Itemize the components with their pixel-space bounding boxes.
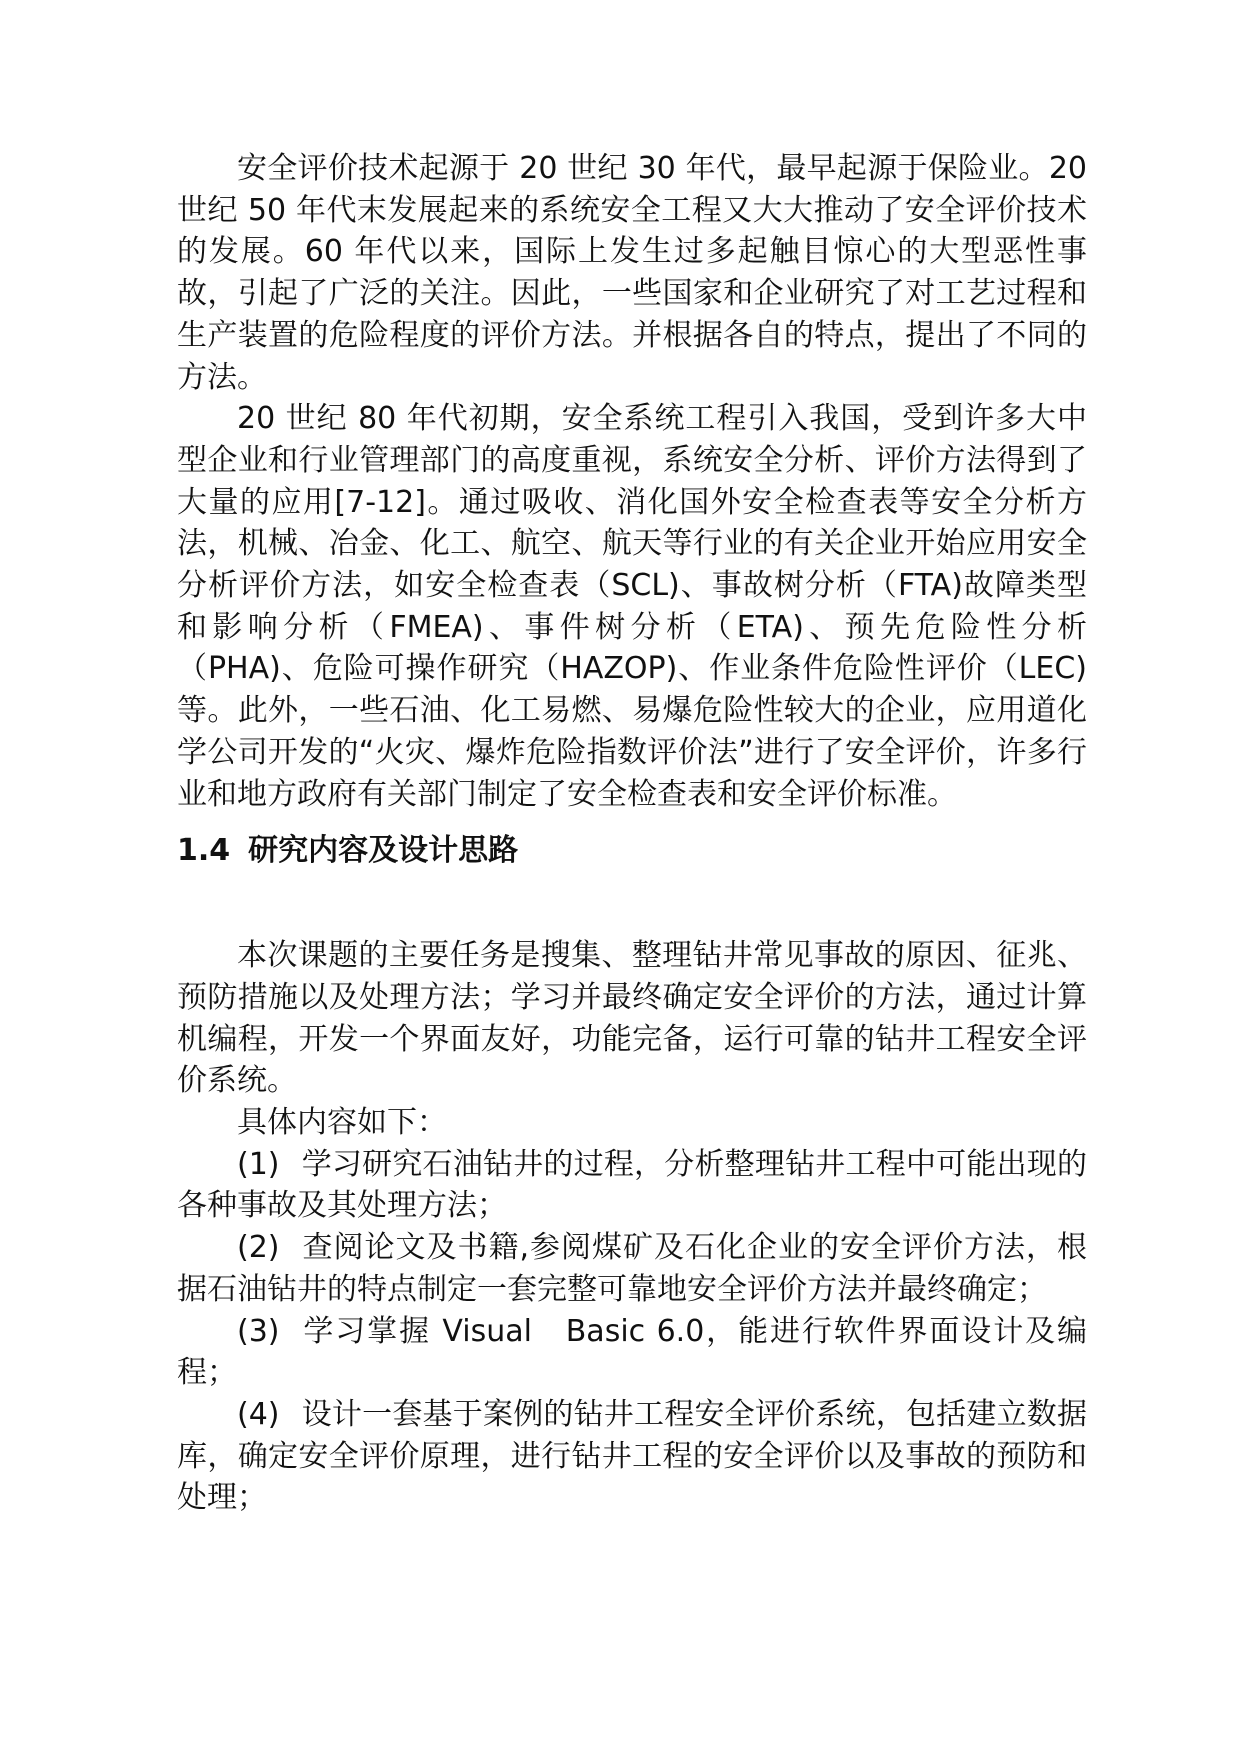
list-item — [177, 1227, 1087, 1310]
document-body — [177, 148, 1087, 1519]
list-marker: (2) — [237, 1230, 280, 1266]
section-heading — [177, 829, 1087, 935]
list-item-text: 学习研究石油钻井的过程，分析整理钻井工程中可能出现的各种事故及其处理方法； — [177, 1146, 1087, 1224]
list-item — [177, 1144, 1087, 1227]
list-item-text: 学习掌握 Visual Basic 6.0，能进行软件界面设计及编程； — [177, 1313, 1087, 1391]
list-marker: (3) — [237, 1313, 280, 1349]
list-item-text: 查阅论文及书籍,参阅煤矿及石化企业的安全评价方法，根据石油钻井的特点制定一套完整可靠地安全评价方法并最终确定； — [177, 1230, 1087, 1307]
paragraph-history-china: 20 世纪 80 年代初期，安全系统工程引入我国，受到许多大中型企业和行业管理部门的高度重视，系统安全分析、评价方法得到了大量的应用[7-12]。通过吸收、消化国外安全检查表等安全分析方法，机械、冶金、化工、航空、航天等行业的有关企业开始应用安全分析评价方法，如安全检查表（SCL)、事故树分析（FTA)故障类型和影响分析（FMEA)、事件树分析（ETA)、预先危险性分析（PHA)、危险可操作研究（HAZOP)、作业条件危险性评价（LEC)等。此外，一些石油、化工易燃、易爆危险性较大的企业，应用道化学公司开发的“火灾、爆炸危险指数评价法”进行了安全评价，许多行业和地方政府有关部门制定了安全检查表和安全评价标准。 — [177, 401, 1087, 812]
list-item-text: 设计一套基于案例的钻井工程安全评价系统，包括建立数据库，确定安全评价原理，进行钻井工程的安全评价以及事故的预防和处理； — [177, 1396, 1087, 1516]
section-number: 1.4 — [177, 833, 231, 869]
section-title: 研究内容及设计思路 — [248, 833, 519, 869]
list-marker: (4) — [237, 1396, 280, 1432]
paragraph-content-intro: 具体内容如下： — [237, 1105, 447, 1141]
paragraph-task: 本次课题的主要任务是搜集、整理钻井常见事故的原因、征兆、预防措施以及处理方法；学习并最终确定安全评价的方法，通过计算机编程，开发一个界面友好，功能完备，运行可靠的钻井工程安全评价系统。 — [177, 938, 1087, 1099]
list-item — [177, 1311, 1087, 1394]
list-marker: (1) — [237, 1146, 280, 1182]
paragraph-history-origin: 安全评价技术起源于 20 世纪 30 年代，最早起源于保险业。20 世纪 50 年代末发展起来的系统安全工程又大大推动了安全评价技术的发展。60 年代以来，国际上发生过多起触目惊心的大型恶性事故，引起了广泛的关注。因此，一些国家和企业研究了对工艺过程和生产装置的危险程度的评价方法。并根据各自的特点，提出了不同的方法。 — [177, 151, 1087, 395]
list-item — [177, 1394, 1087, 1519]
